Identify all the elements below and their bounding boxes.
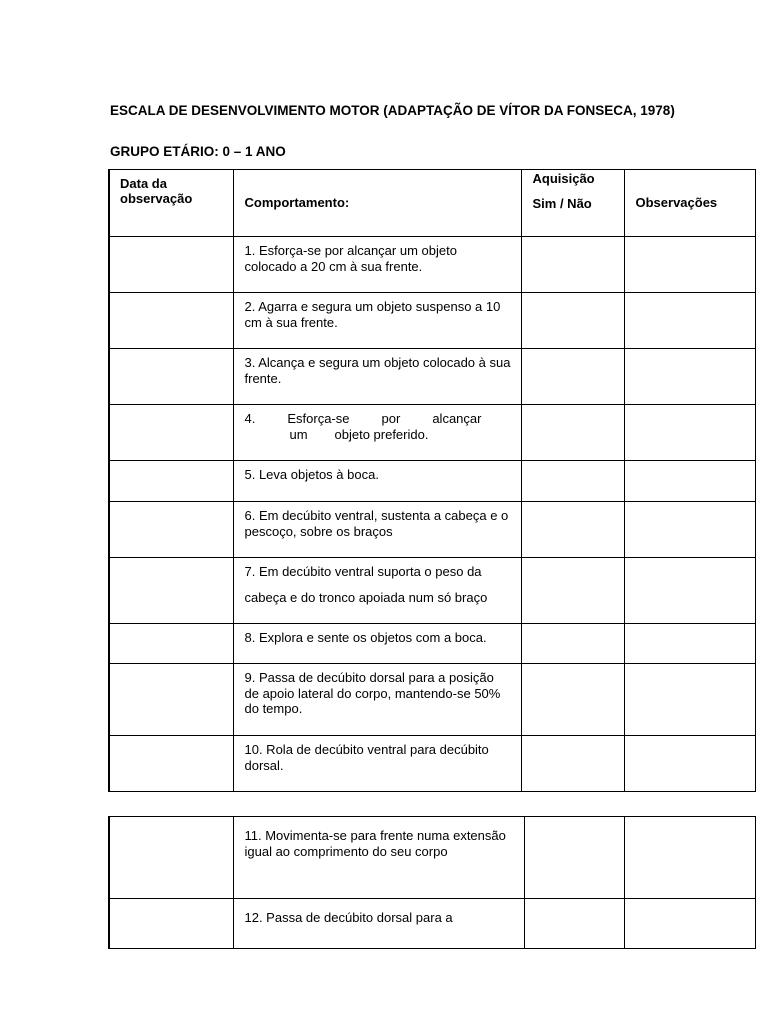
date-cell[interactable] [109, 461, 233, 502]
acquisition-cell[interactable] [521, 293, 624, 349]
behavior-cell: 3. Alcança e segura um objeto colocado à sua frente. [233, 349, 521, 405]
assessment-table [108, 169, 756, 792]
date-cell[interactable] [109, 558, 233, 624]
header-acquisition [521, 170, 624, 237]
acquisition-cell[interactable] [524, 899, 624, 949]
acquisition-cell[interactable] [521, 349, 624, 405]
behavior-cell [233, 405, 521, 461]
table-row [109, 349, 755, 405]
date-cell[interactable] [109, 237, 233, 293]
table-row [109, 405, 755, 461]
table-row [109, 899, 755, 949]
table-row [109, 237, 755, 293]
observations-cell[interactable] [624, 502, 755, 558]
date-cell[interactable] [109, 349, 233, 405]
table-row [109, 664, 755, 736]
observations-cell[interactable] [624, 817, 755, 899]
date-cell[interactable] [109, 624, 233, 664]
date-cell[interactable] [109, 664, 233, 736]
observations-cell[interactable] [624, 664, 755, 736]
observations-cell[interactable] [624, 624, 755, 664]
acquisition-cell[interactable] [521, 664, 624, 736]
row4-word: alcançar [432, 411, 482, 426]
row4-number: 4. [244, 411, 256, 426]
row4-word: objeto preferido. [334, 426, 429, 442]
observations-cell[interactable] [624, 405, 755, 461]
row4-word: por [381, 411, 401, 426]
observations-cell[interactable] [624, 558, 755, 624]
row7-line2: cabeça e do tronco apoiada num só braço [244, 589, 488, 605]
acquisition-cell[interactable] [521, 736, 624, 792]
date-cell[interactable] [109, 899, 233, 949]
table-row [109, 624, 755, 664]
header-observations: Observações [624, 170, 755, 237]
behavior-cell: 1. Esforça-se por alcançar um objeto colocado a 20 cm à sua frente. [233, 237, 521, 293]
acquisition-cell[interactable] [524, 817, 624, 899]
behavior-cell: 6. Em decúbito ventral, sustenta a cabeça e o pescoço, sobre os braços [233, 502, 521, 558]
acquisition-cell[interactable] [521, 502, 624, 558]
behavior-cell: 9. Passa de decúbito dorsal para a posição de apoio lateral do corpo, mantendo-se 50% do tempo. [233, 664, 521, 736]
row4-word: um [289, 426, 308, 442]
header-row [109, 170, 755, 237]
date-cell[interactable] [109, 736, 233, 792]
row7-line1: 7. Em decúbito ventral suporta o peso da [244, 564, 482, 579]
date-cell[interactable] [109, 817, 233, 899]
behavior-cell: 10. Rola de decúbito ventral para decúbito dorsal. [233, 736, 521, 792]
header-yes-no-label: Sim / Não [532, 195, 592, 211]
table-row [109, 736, 755, 792]
behavior-cell: 8. Explora e sente os objetos com a boca. [233, 624, 521, 664]
date-cell[interactable] [109, 502, 233, 558]
observations-cell[interactable] [624, 349, 755, 405]
header-behavior: Comportamento: [233, 170, 521, 237]
acquisition-cell[interactable] [521, 461, 624, 502]
table-row [109, 293, 755, 349]
table-row [109, 558, 755, 624]
observations-cell[interactable] [624, 736, 755, 792]
observations-cell[interactable] [624, 461, 755, 502]
age-group-heading: GRUPO ETÁRIO: 0 – 1 ANO [110, 144, 286, 159]
observations-cell[interactable] [624, 293, 755, 349]
observations-cell[interactable] [624, 237, 755, 293]
assessment-table-continued [108, 816, 756, 949]
behavior-cell: 11. Movimenta-se para frente numa extensão igual ao comprimento do seu corpo [233, 817, 524, 899]
observations-cell[interactable] [624, 899, 755, 949]
date-cell[interactable] [109, 293, 233, 349]
table-row [109, 502, 755, 558]
table-row [109, 461, 755, 502]
row4-word: Esforça-se [287, 411, 350, 426]
behavior-cell [233, 558, 521, 624]
acquisition-cell[interactable] [521, 237, 624, 293]
header-acquisition-label: Aquisição [532, 171, 595, 186]
acquisition-cell[interactable] [521, 405, 624, 461]
acquisition-cell[interactable] [521, 558, 624, 624]
behavior-cell: 5. Leva objetos à boca. [233, 461, 521, 502]
date-cell[interactable] [109, 405, 233, 461]
behavior-cell: 2. Agarra e segura um objeto suspenso a 10 cm à sua frente. [233, 293, 521, 349]
acquisition-cell[interactable] [521, 624, 624, 664]
document-title: ESCALA DE DESENVOLVIMENTO MOTOR (ADAPTAÇÃO DE VÍTOR DA FONSECA, 1978) [110, 103, 675, 118]
table-row [109, 817, 755, 899]
behavior-cell: 12. Passa de decúbito dorsal para a [233, 899, 524, 949]
header-date: Data da observação [109, 170, 233, 237]
